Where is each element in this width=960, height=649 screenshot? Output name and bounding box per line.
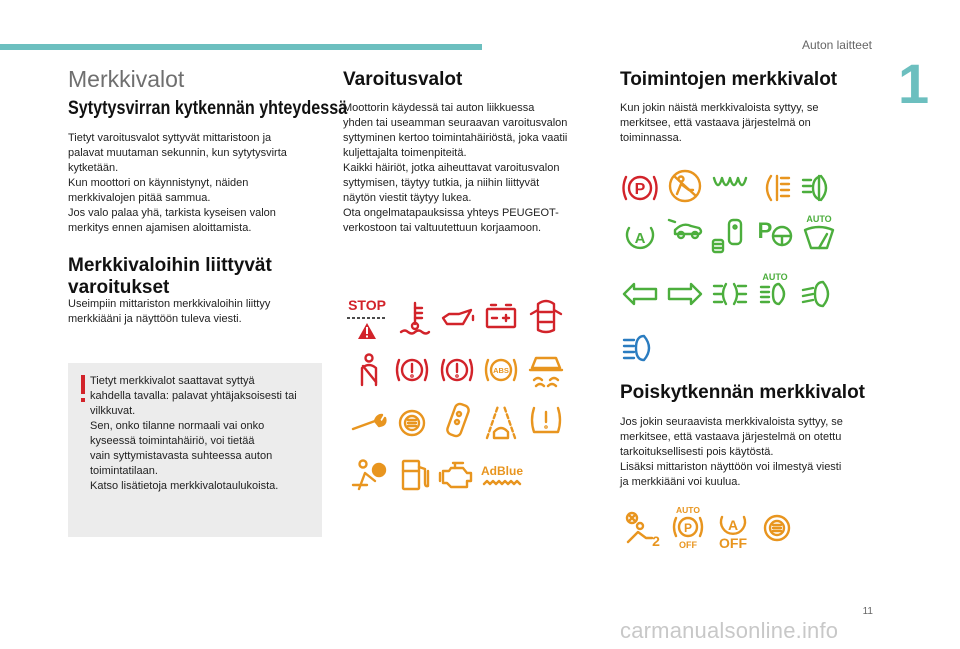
- start-stop-icon: [620, 218, 660, 254]
- section-label: Auton laitteet: [801, 38, 872, 52]
- page-title: Merkkivalot: [68, 66, 185, 92]
- battery-icon: [481, 300, 521, 336]
- abs-label: ABS: [493, 366, 509, 375]
- brake-pads-off-icon: [757, 510, 797, 546]
- fuel-low-icon: [395, 457, 435, 493]
- front-fog-icon: [799, 170, 839, 206]
- dipped-beam-icon: [799, 276, 839, 312]
- chapter-number: 1: [898, 52, 930, 115]
- stability-control-icon: [526, 352, 566, 388]
- auto-wipe-label: AUTO: [806, 214, 832, 224]
- brake-pad-wear-icon: [392, 405, 432, 441]
- service-wrench-icon: [349, 405, 389, 441]
- key-remote-icon: [437, 400, 477, 442]
- electric-parking-brake-icon: [620, 170, 660, 206]
- note-text: Tietyt merkkivalot saattavat syttyä kahdella tavalla: palavat yhtäjaksoisesti tai vilkkuvat. Sen, onko tilanne normaali vai onko kyseessä toimintahäiriö, voi tietää vain syttymistavasta suhteessa auton toimintatilaan. Katso lisätietoja merkkivalotaulukoista.: [90, 375, 297, 492]
- stop-label: STOP: [348, 297, 386, 313]
- speed-limiter-icon: [663, 214, 707, 250]
- auto-wipe-icon: [799, 212, 839, 254]
- key-detection-icon: [705, 216, 745, 256]
- auto-lamp-label: AUTO: [762, 272, 788, 282]
- warning-lamps-text: Moottorin käydessä tai auton liikkuessa yhden tai useamman seuraavan varoitusvalon syttyminen kertoo toimintahäiriöstä, joka vaatii kuljettajalta toimenpiteitä. Kaikki häiriöt, jotka aiheuttavat varoitusvalon syttymisen, täytyy tutkia, ja niihin liittyvät näytön viestit täytyy lukea. Ota ongelmatapauksissa yhteys PEUGEOT- verkostoon tai valtuutettuun korjaamoon.: [343, 102, 568, 234]
- auto-parking-brake-off-icon: [668, 505, 708, 549]
- right-indicator-icon: [665, 276, 705, 312]
- main-beam-icon: [620, 330, 660, 366]
- function-lamps-text: Kun jokin näistä merkkivaloista syttyy, se merkitsee, että vastaava järjestelmä on toiminnassa.: [620, 102, 819, 144]
- off-label-1: OFF: [679, 540, 697, 550]
- start-stop-off-icon: [713, 507, 753, 549]
- header-accent-bar: [0, 44, 482, 50]
- seatbelt-passenger-icon: [665, 168, 705, 204]
- tyre-pressure-icon: [526, 402, 566, 438]
- a-label: A: [634, 230, 646, 247]
- oil-pressure-icon: [437, 300, 477, 336]
- abs-icon: [481, 352, 521, 388]
- sound-warnings-text: Useimpiin mittariston merkkivaloihin liittyy merkkiääni ja näyttöön tuleva viesti.: [68, 298, 271, 325]
- left-indicator-icon: [620, 276, 660, 312]
- sidelights-icon: [710, 276, 750, 312]
- adblue-icon: [479, 459, 525, 495]
- park-assist-icon: [755, 214, 795, 250]
- auto-headlamp-icon: [755, 270, 795, 312]
- passenger-airbag-off-icon: [622, 510, 662, 550]
- adblue-label: AdBlue: [481, 464, 523, 478]
- p-assist-label: P: [757, 218, 773, 243]
- auto-brake-label: AUTO: [676, 505, 700, 515]
- deactivation-lamps-title: Poiskytkennän merkkivalot: [620, 382, 865, 403]
- preheating-glow-plug-icon: [710, 170, 750, 206]
- warning-lamps-title: Varoitusvalot: [343, 69, 463, 90]
- rear-fog-icon: [755, 170, 795, 206]
- exclamation-icon: [81, 375, 85, 403]
- seat-belt-icon: [349, 352, 389, 388]
- off-label-2: OFF: [719, 535, 747, 551]
- a-off-label: A: [727, 517, 739, 533]
- subtitle-ignition: Sytytysvirran kytkennän yhteydessä: [68, 98, 348, 119]
- door-open-icon: [526, 296, 566, 336]
- engine-fault-icon: [437, 457, 477, 493]
- p-off-label: P: [683, 521, 693, 535]
- stop-icon: [345, 296, 389, 342]
- note-box: [68, 363, 322, 537]
- function-lamps-title: Toimintojen merkkivalot: [620, 69, 838, 90]
- airbag-icon: [349, 457, 389, 493]
- intro-text: Tietyt varoitusvalot syttyvät mittaristoon ja palavat muutaman sekunnin, kun sytytysvirta kytketään. Kun moottori on käynnistynyt, näiden merkkivalojen pitää sammua. Jos valo palaa yhä, tarkista kyseisen valon merkitys ennen ajamisen aloittamista.: [68, 132, 287, 234]
- brake-warning-icon: [437, 352, 477, 388]
- p-label: P: [634, 181, 646, 198]
- coolant-temperature-icon: [395, 300, 435, 336]
- sound-warnings-title: Merkkivaloihin liittyvät varoitukset: [68, 255, 272, 298]
- page-number: 11: [862, 606, 873, 617]
- watermark: carmanualsonline.info: [620, 618, 839, 643]
- two-label: 2: [652, 533, 660, 549]
- parking-brake-icon: [392, 352, 432, 388]
- deactivation-lamps-text: Jos jokin seuraavista merkkivaloista syttyy, se merkitsee, että vastaava järjestelmä on otettu tarkoituksellisesti pois käytöstä. Lisäksi mittariston näyttöön voi ilmestyä viesti ja merkkiääni voi kuulua.: [620, 416, 843, 488]
- lane-departure-icon: [481, 402, 521, 442]
